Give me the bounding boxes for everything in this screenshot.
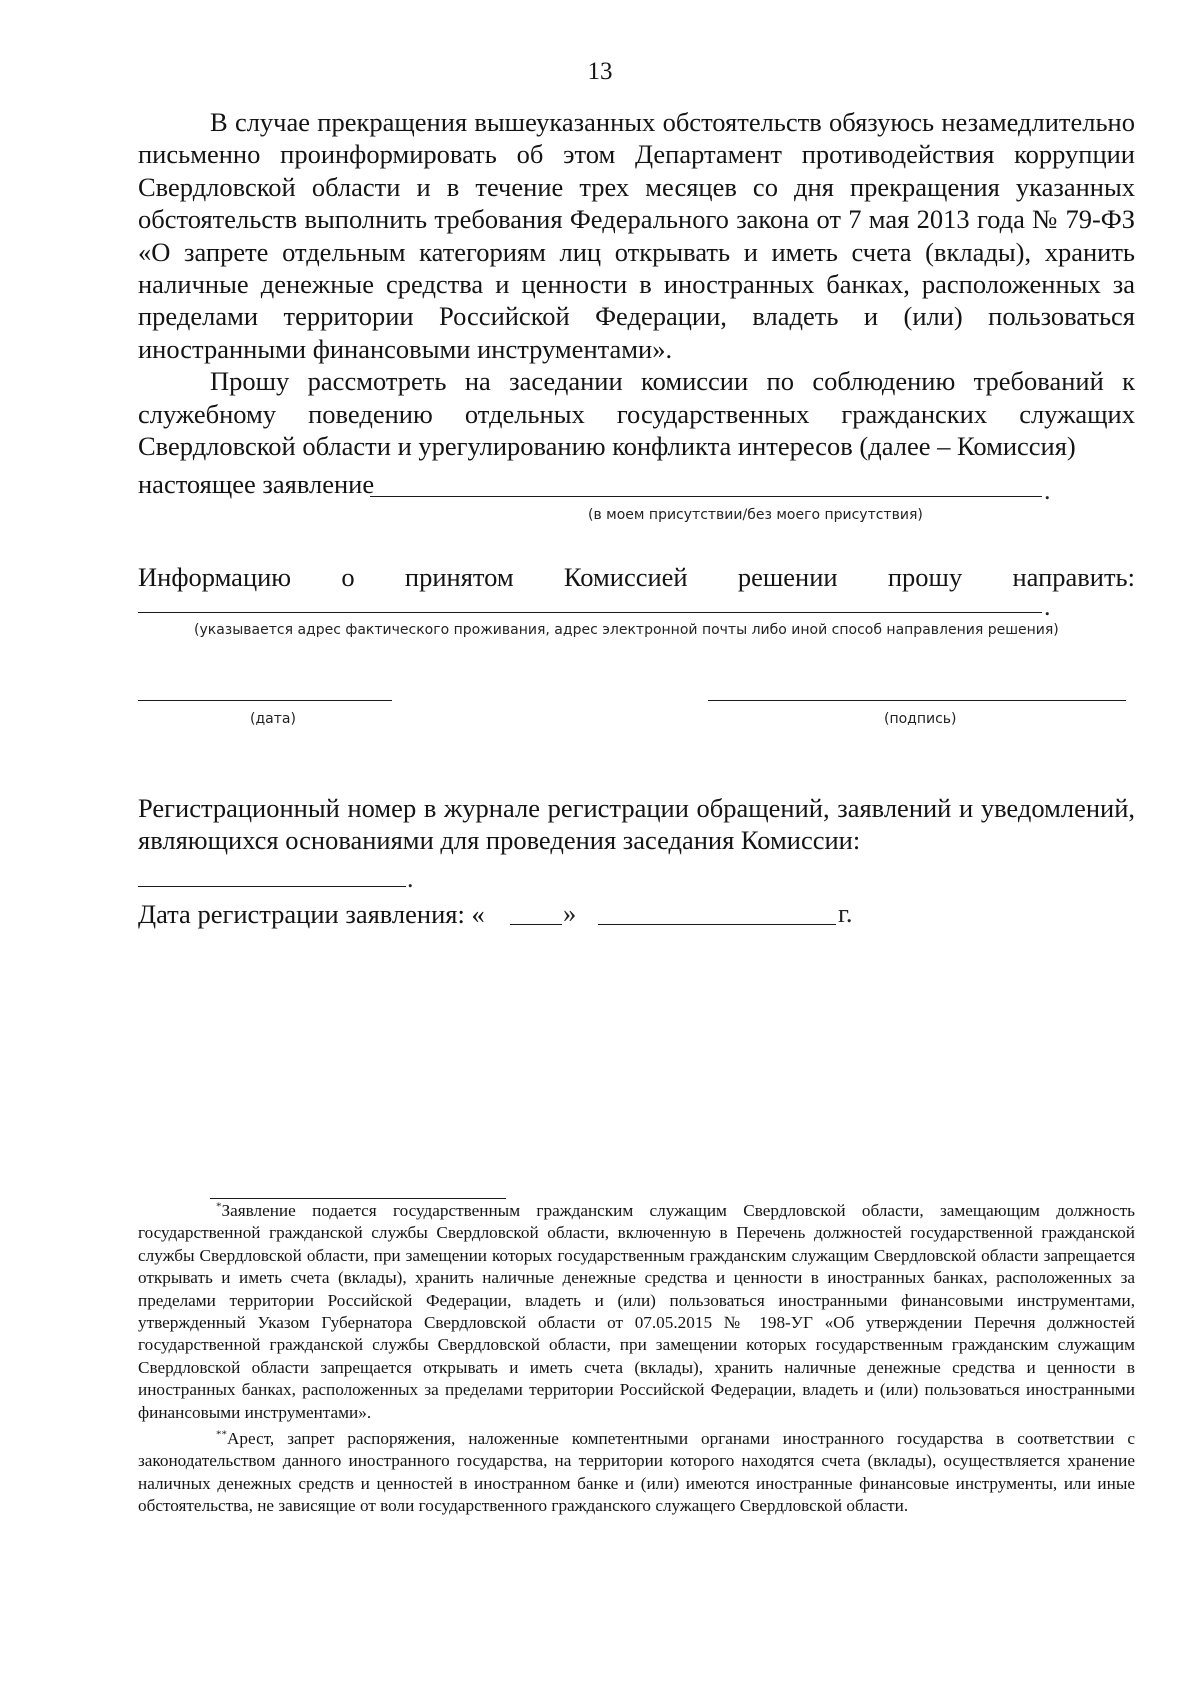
footnote-1-text: Заявление подается государственным гражданским служащим Свердловской области, замещающим должность государственной гражданской службы Свердловской области, включенную в Перечень должностей государственной гражданской службы Свердловской области, при замещении которых государственным гражданским служащим Свердловской области запрещается открывать и иметь счета (вклады), хранить наличные денежные средства и ценности в иностранных банках, расположенных за пределами территории Российской Федерации, владеть и (или) пользоваться иностранными финансовыми инструментами, утвержденный Указом Губернатора Свердловской области от 07.05.2015 № 198-УГ «Об утверждении Перечня должностей государственной гражданской службы Свердловской области, при замещении которых государственным гражданским служащим Свердловской области запрещается открывать и иметь счета (вклады), хранить наличные денежные средства и ценности в иностранных банках, расположенных за пределами территории Российской Федерации, владеть и (или) пользоваться иностранными финансовыми инструментами». (138, 1201, 1135, 1422)
signature-blank-field[interactable] (708, 700, 1126, 701)
registration-block (138, 792, 1135, 857)
registration-day-blank-field[interactable] (510, 924, 562, 925)
footnote-1 (138, 1200, 1135, 1424)
info-request-label: Информацию о принятом Комиссией решении прошу направить: (138, 562, 1135, 592)
registration-date-label: Дата регистрации заявления: « (138, 899, 485, 929)
date-blank-field[interactable] (138, 700, 392, 701)
footnote-2-mark: ** (216, 1428, 227, 1441)
registration-month-blank-field[interactable] (598, 924, 836, 925)
registration-text: Регистрационный номер в журнале регистрации обращений, заявлений и уведомлений, являющихся основаниями для проведения заседания Комиссии: (138, 793, 1135, 856)
footnote-1-mark: * (216, 1200, 222, 1213)
statement-end-mark: . (1044, 476, 1051, 505)
paragraph-request: Прошу рассмотреть на заседании комиссии по соблюдению требований к служебному поведению отдельных государственных гражданских служащих Свердловской области и урегулированию конфликта интересов (далее – Комиссия) (138, 366, 1135, 462)
info-request-line (138, 561, 1135, 593)
registration-date-line (138, 898, 1135, 932)
info-address-blank-field[interactable] (138, 612, 1042, 613)
registration-end-mark: . (407, 864, 414, 893)
registration-year-suffix: г. (838, 898, 853, 928)
footnote-2 (138, 1428, 1135, 1518)
info-caption: (указывается адрес фактического проживания, адрес электронной почты либо иной способ направления решения) (194, 622, 1059, 638)
footnote-separator (210, 1198, 506, 1199)
statement-caption: (в моем присутствии/без моего присутствия) (588, 507, 923, 523)
footnote-2-text: Арест, запрет распоряжения, наложенные компетентными органами иностранного государства в соответствии с законодательством данного иностранного государства, на территории которого находятся счета (вклады), осуществляется хранение наличных денежных средств и ценностей в иностранном банке и (или) имеются иностранные финансовые инструменты, или иные обстоятельства, не зависящие от воли государственного гражданского служащего Свердловской области. (138, 1429, 1135, 1516)
signature-caption: (подпись) (884, 711, 957, 727)
main-text (138, 106, 1135, 462)
paragraph-obligation: В случае прекращения вышеуказанных обстоятельств обязуюсь незамедлительно письменно проинформировать об этом Департамент противодействия коррупции Свердловской области и в течение трех месяцев со дня прекращения указанных обстоятельств выполнить требования Федерального закона от 7 мая 2013 года № 79-ФЗ «О запрете отдельным категориям лиц открывать и иметь счета (вклады), хранить наличные денежные средства и ценности в иностранных банках, расположенных за пределами территории Российской Федерации, владеть и (или) пользоваться иностранными финансовыми инструментами». (138, 107, 1135, 364)
registration-number-blank-field[interactable] (138, 886, 406, 887)
info-end-mark: . (1044, 592, 1051, 621)
statement-blank-field[interactable] (370, 496, 1042, 497)
registration-date-close-quote: » (563, 898, 577, 928)
statement-label: настоящее заявление (138, 469, 375, 499)
date-caption: (дата) (250, 711, 296, 727)
page-number: 13 (587, 58, 613, 85)
footnotes (138, 1200, 1135, 1522)
